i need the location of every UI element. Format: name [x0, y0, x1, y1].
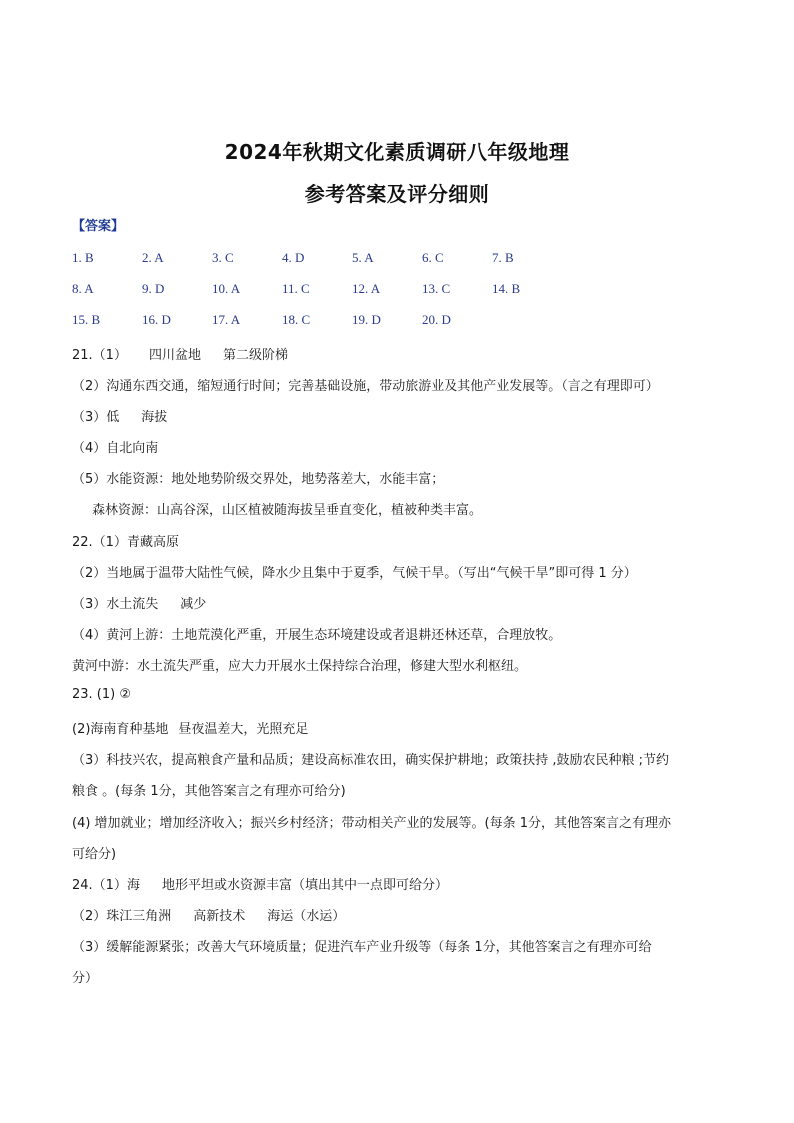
q22-line-4: （4）黄河上游：土地荒漠化严重，开展生态环境建设或者退耕还林还草，合理放牧。 — [72, 628, 562, 643]
choice-answer: 19. D — [352, 312, 381, 327]
q23-line-1: 23. (1) ② — [72, 687, 132, 702]
choice-answer: 14. B — [492, 281, 521, 296]
choice-answer: 13. C — [422, 281, 451, 296]
q24-2-answer-b: 高新技术 — [193, 909, 246, 924]
q23-line-2 — [72, 718, 308, 737]
q22-line-3 — [72, 593, 206, 612]
choice-answer: 11. C — [282, 281, 310, 296]
q23-line-5: (4) 增加就业；增加经济收入；振兴乡村经济；带动相关产业的发展等。(每条 1分，其他答案言之有理亦 — [72, 816, 672, 831]
choice-answer: 20. D — [422, 312, 451, 327]
answers-section-label: 【答案】 — [72, 219, 125, 234]
q21-answer-b: 第二级阶梯 — [222, 348, 288, 363]
choice-answer: 18. C — [282, 312, 311, 327]
q23-2-prefix: (2)海南育种基地 — [72, 722, 169, 737]
q22-line-5: 黄河中游：水土流失严重，应大力开展水土保持综合治理，修建大型水利枢纽。 — [72, 659, 528, 674]
q22-3-answer-b: 减少 — [180, 597, 207, 612]
q21-line-4: （4）自北向南 — [72, 441, 159, 456]
q22-line-2: （2）当地属于温带大陆性气候，降水少且集中于夏季，气候干旱。（写出“气候干旱”即可得 1 分） — [72, 566, 637, 581]
choice-answer: 17. A — [212, 312, 241, 327]
q21-3-prefix: （3）低 — [72, 410, 120, 425]
q21-line-1 — [72, 344, 288, 363]
q24-line-3: （3）缓解能源紧张；改善大气环境质量；促进汽车产业升级等（每条 1分，其他答案言之有理亦可给 — [72, 940, 652, 955]
q23-line-6: 可给分) — [72, 847, 117, 862]
choice-answer: 3. C — [212, 250, 234, 265]
document-title: 2024年秋期文化素质调研八年级地理 — [224, 140, 570, 164]
choice-answer: 7. B — [492, 250, 514, 265]
q21-3-answer-b: 海拔 — [141, 410, 168, 425]
q21-line-5: （5）水能资源：地处地势阶级交界处，地势落差大，水能丰富； — [72, 472, 445, 487]
q22-3-prefix: （3）水土流失 — [72, 597, 159, 612]
q24-1-prefix: 24.（1）海 — [72, 878, 140, 893]
choice-answer: 6. C — [422, 250, 444, 265]
choice-answer: 10. A — [212, 281, 241, 296]
choice-answer: 4. D — [282, 250, 305, 265]
q24-line-2 — [72, 905, 345, 924]
choice-answer: 5. A — [352, 250, 374, 265]
q21-answer-a: 四川盆地 — [148, 348, 201, 363]
document-subtitle: 参考答案及评分细则 — [304, 182, 490, 206]
choice-answer: 16. D — [142, 312, 171, 327]
choice-answer: 12. A — [352, 281, 381, 296]
choice-answer: 1. B — [72, 250, 94, 265]
q21-line-6: 森林资源：山高谷深，山区植被随海拔呈垂直变化，植被种类丰富。 — [92, 503, 483, 518]
q23-line-4: 粮食 。(每条 1分，其他答案言之有理亦可给分) — [72, 784, 346, 799]
q23-line-3: （3）科技兴农，提高粮食产量和品质；建设高标准农田，确实保护耕地；政策扶持 ,鼓励农民种粮 ;节约 — [72, 753, 670, 768]
q22-line-1: 22.（1）青藏高原 — [72, 535, 179, 550]
q21-line-2: （2）沟通东西交通，缩短通行时间；完善基础设施，带动旅游业及其他产业发展等。（言之有理即可） — [72, 379, 659, 394]
q23-2-answer-b: 昼夜温差大，光照充足 — [178, 722, 309, 737]
choice-answer: 9. D — [142, 281, 165, 296]
q24-line-4: 分） — [72, 971, 99, 986]
choice-answer: 8. A — [72, 281, 94, 296]
q24-2-answer-c: 海运（水运） — [267, 909, 346, 924]
q24-line-1 — [72, 874, 448, 893]
q24-2-prefix: （2）珠江三角洲 — [72, 909, 172, 924]
q21-prefix: 21.（1） — [72, 348, 127, 363]
q21-line-3 — [72, 406, 167, 425]
q24-1-answer-b: 地形平坦或水资源丰富（填出其中一点即可给分） — [161, 878, 448, 893]
choice-answer: 2. A — [142, 250, 164, 265]
choice-answer: 15. B — [72, 312, 101, 327]
